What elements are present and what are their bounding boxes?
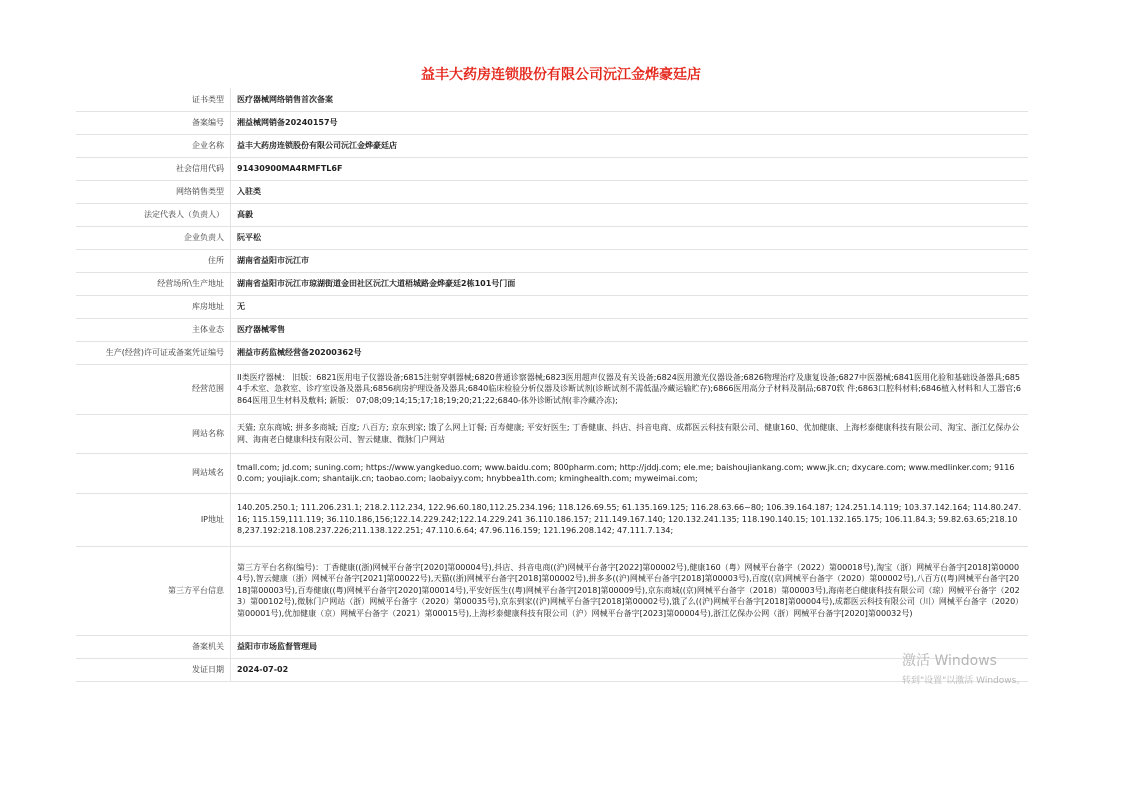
table-row <box>76 341 1028 364</box>
field-label: 证书类型 <box>76 88 231 111</box>
field-label: 主体业态 <box>76 318 231 341</box>
table-row <box>76 88 1028 111</box>
watermark-title: 激活 Windows <box>902 653 997 669</box>
field-value: 天猫; 京东商城; 拼多多商城; 百度; 八百方; 京东到家; 饿了么网上订餐; 百寿健康; 平安好医生; 丁香健康、抖店、抖音电商、成都医云科技有限公司、健康160、优加健康、上海杉泰健康科技有限公司、淘宝、浙江亿保办公网、海南老白健康科技有限公司、智云健康、微脉门户网站 <box>231 414 1029 453</box>
field-value: 2024-07-02 <box>231 658 1029 681</box>
field-value: 阮平松 <box>231 226 1029 249</box>
record-table <box>76 88 1028 682</box>
table-row <box>76 658 1028 681</box>
field-label: 企业名称 <box>76 134 231 157</box>
table-row <box>76 364 1028 414</box>
field-label: 网站名称 <box>76 414 231 453</box>
field-label: 备案机关 <box>76 635 231 658</box>
field-label: 发证日期 <box>76 658 231 681</box>
field-label: IP地址 <box>76 493 231 546</box>
field-value: 91430900MA4RMFTL6F <box>231 157 1029 180</box>
field-value: 医疗器械零售 <box>231 318 1029 341</box>
table-row <box>76 453 1028 493</box>
field-label: 经营场所\生产地址 <box>76 272 231 295</box>
field-value: 益丰大药房连锁股份有限公司沅江金烨豪廷店 <box>231 134 1029 157</box>
table-row <box>76 295 1028 318</box>
table-row <box>76 546 1028 635</box>
field-value: 第三方平台名称(编号)：丁香健康((浙)网械平台备字[2020]第00004号),抖店、抖音电商((沪)网械平台备字[2022]第00002号),健康160（粤）网械平台备字（2022）第00018号),淘宝（浙）网械平台备字[2018]第00004号),智云健康（浙）网械平台备字[2021]第00022号),天猫((浙)网械平台备字[2018]第00002号),拼多多((沪)网械平台备字[2018]第00003号),百度((京)网械平台备字（2020）第00002号),八百方((粤)网械平台备字[2018]第00003号),百寿健康((粤)网械平台备字[2020]第00014号),平安好医生((粤)网械平台备字[2018]第00009号),京东商城((京)网械平台备字（2018）第00003号),海南老白健康科技有限公司（琼）网械平台备字（2023）第00102号),微脉门户网站（浙）网械平台备字（2020）第00035号),京东到家((沪)网械平台备字[2018]第00002号),饿了么((沪)网械平台备字[2018]第00004号),成都医云科技有限公司（川）网械平台备字（2020）第00001号),优加健康（京）网械平台备字（2021）第00015号),上海杉泰健康科技有限公司（沪）网械平台备字[2023]第00004号),浙江亿保办公网（浙）网械平台备字[2020]第00032号) <box>231 546 1029 635</box>
table-row <box>76 493 1028 546</box>
field-value: 140.205.250.1; 111.206.231.1; 218.2.112.234, 122.96.60.180,112.25.234.196; 118.126.69.55; 61.135.169.125; 116.28.63.66~80; 106.39.164.187; 124.251.14.119; 103.37.142.164; 114.80.247.16; 115.159,111.119; 36.110.186,156;122.14.229.242;122.14.229.241 36.110.186.157; 211.149.167.140; 120.132.241.135; 118.190.140.15; 101.132.165.175; 106.11.84.3; 59.82.63.65;218.108,237.192:218.108.237.226;211.138.122.251; 47.110.6.64; 47.96.116.159; 121.196.208.142; 47.111.7.134; <box>231 493 1029 546</box>
field-label: 网站域名 <box>76 453 231 493</box>
field-value: 湘益市药监械经营备20200362号 <box>231 341 1029 364</box>
table-row <box>76 318 1028 341</box>
windows-activation-watermark <box>902 650 1028 686</box>
field-value: 无 <box>231 295 1029 318</box>
field-label: 住所 <box>76 249 231 272</box>
field-value: 入驻类 <box>231 180 1029 203</box>
table-row <box>76 157 1028 180</box>
field-label: 生产(经营)许可证或备案凭证编号 <box>76 341 231 364</box>
field-label: 经营范围 <box>76 364 231 414</box>
field-label: 第三方平台信息 <box>76 546 231 635</box>
field-value: 医疗器械网络销售首次备案 <box>231 88 1029 111</box>
table-row <box>76 249 1028 272</box>
table-row <box>76 134 1028 157</box>
table-row <box>76 111 1028 134</box>
field-label: 网络销售类型 <box>76 180 231 203</box>
field-value: 湖南省益阳市沅江市琼湖街道金田社区沅江大道梧城路金烨豪廷2栋101号门面 <box>231 272 1029 295</box>
field-label: 社会信用代码 <box>76 157 231 180</box>
field-value: 高毅 <box>231 203 1029 226</box>
page-title: 益丰大药房连锁股份有限公司沅江金烨豪廷店 <box>421 67 701 83</box>
watermark-subtitle: 转到"设置"以激活 Windows。 <box>902 676 1026 686</box>
table-row <box>76 414 1028 453</box>
field-value: 湘益械网销备20240157号 <box>231 111 1029 134</box>
table-row <box>76 203 1028 226</box>
field-label: 库房地址 <box>76 295 231 318</box>
field-label: 备案编号 <box>76 111 231 134</box>
table-row <box>76 635 1028 658</box>
field-label: 企业负责人 <box>76 226 231 249</box>
field-value: II类医疗器械： 旧版：6821医用电子仪器设备;6815注射穿刺器械;6820普通诊察器械;6823医用超声仪器及有关设备;6824医用激光仪器设备;6826物理治疗及康复设备;6827中医器械;6841医用化验和基础设备器具;6854手术室、急救室、诊疗室设备及器具;6856病房护理设备及器具;6840临床检验分析仪器及诊断试剂(诊断试剂不需低温冷藏运输贮存);6866医用高分子材料及制品;6870软 件;6863口腔科材料;6846植入材料和人工器官;6864医用卫生材料及敷料; 新版： 07;08;09;14;15;17;18;19;20;21;22;6840-体外诊断试剂(非冷藏冷冻); <box>231 364 1029 414</box>
table-row <box>76 180 1028 203</box>
field-label: 法定代表人（负责人） <box>76 203 231 226</box>
table-row <box>76 226 1028 249</box>
table-row <box>76 272 1028 295</box>
field-value: 湖南省益阳市沅江市 <box>231 249 1029 272</box>
field-value: 益阳市市场监督管理局 <box>231 635 1029 658</box>
field-value: tmall.com; jd.com; suning.com; https://www.yangkeduo.com; www.baidu.com; 800pharm.com; http://jddj.com; ele.me; baishoujiankang.com; www.jk.cn; dxycare.com; www.medlinker.com; 91160.com; youjiajk.com; shantaijk.cn; taobao.com; laobaiyy.com; hnybbea1th.com; kminghealth.com; myweimai.com; <box>231 453 1029 493</box>
